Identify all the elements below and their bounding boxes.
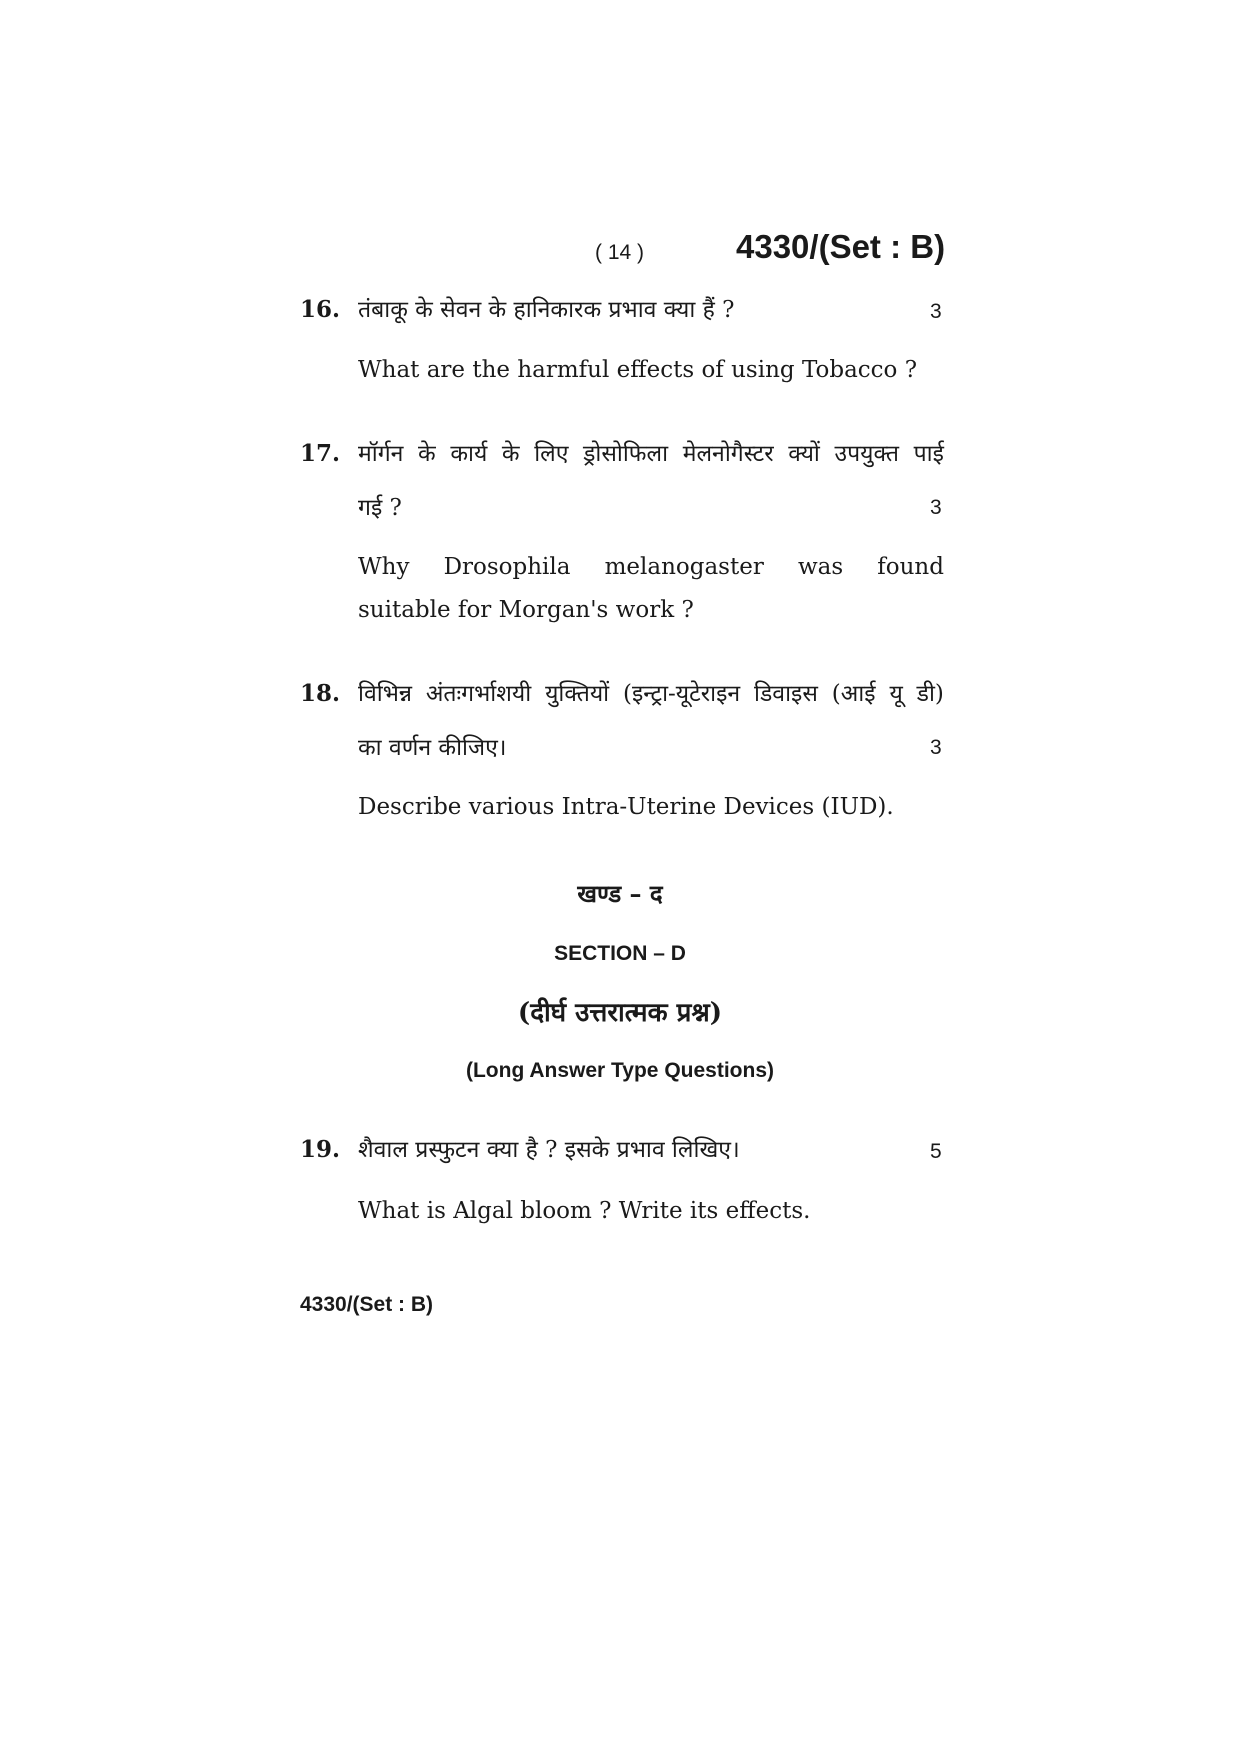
word: यू (889, 681, 903, 707)
question-hindi-line2: का वर्णन कीजिए। (358, 735, 507, 761)
question-english-line2: suitable for Morgan's work ? (358, 597, 694, 623)
question-hindi: शैवाल प्रस्फुटन क्या है ? इसके प्रभाव लिखिए। (358, 1137, 740, 1163)
section-title-hindi: खण्ड – द (577, 879, 663, 908)
question-marks: 3 (930, 300, 942, 323)
word: Why (358, 554, 410, 580)
word: डी) (916, 681, 944, 707)
word: melanogaster (604, 554, 764, 580)
word: के (501, 441, 520, 467)
question-hindi-line1 (358, 436, 944, 468)
section-subtitle-hindi: (दीर्घ उत्तरात्मक प्रश्न) (517, 998, 723, 1028)
word: उपयुक्त (834, 441, 899, 467)
word: के (418, 441, 436, 467)
section-subtitle: (Long Answer Type Questions) (465, 1059, 775, 1082)
word: found (877, 554, 944, 580)
word: मॉर्गन (358, 441, 404, 467)
word: कार्य (450, 441, 488, 467)
word: लिए (534, 441, 569, 467)
question-hindi-line1 (358, 676, 944, 708)
question-number: 19. (300, 1136, 341, 1163)
word: (आई (831, 681, 876, 707)
word: (इन्ट्रा-यूटेराइन (623, 681, 741, 707)
question-number: 16. (300, 296, 341, 323)
question-hindi-line2: गई ? (358, 495, 402, 521)
question-english: What are the harmful effects of using Tobacco ? (358, 357, 918, 383)
section-title: SECTION – D (554, 942, 686, 965)
question-english: What is Algal bloom ? Write its effects. (358, 1198, 811, 1224)
footer-set-code: 4330/(Set : B) (300, 1293, 434, 1316)
question-hindi: तंबाकू के सेवन के हानिकारक प्रभाव क्या हैं ? (358, 297, 735, 323)
question-number: 17. (300, 440, 341, 467)
question-marks: 3 (930, 496, 942, 519)
page-number: ( 14 ) (595, 241, 645, 264)
word: पाई (913, 441, 944, 467)
word: क्यों (788, 441, 820, 467)
question-english-line1 (358, 554, 944, 580)
question-number: 18. (300, 680, 341, 707)
word: ड्रोसोफिला (583, 441, 669, 467)
word: was (797, 554, 844, 580)
question-marks: 5 (930, 1140, 942, 1163)
word: विभिन्न (358, 681, 412, 707)
word: मेलनोगैस्टर (682, 441, 774, 467)
question-marks: 3 (930, 736, 942, 759)
word: डिवाइस (754, 681, 818, 707)
word: युक्तियों (545, 681, 610, 707)
word: अंतःगर्भाशयी (425, 681, 532, 707)
question-english: Describe various Intra-Uterine Devices (IUD). (358, 794, 894, 820)
word: Drosophila (443, 554, 571, 580)
set-code-header: 4330/(Set : B) (736, 228, 946, 265)
